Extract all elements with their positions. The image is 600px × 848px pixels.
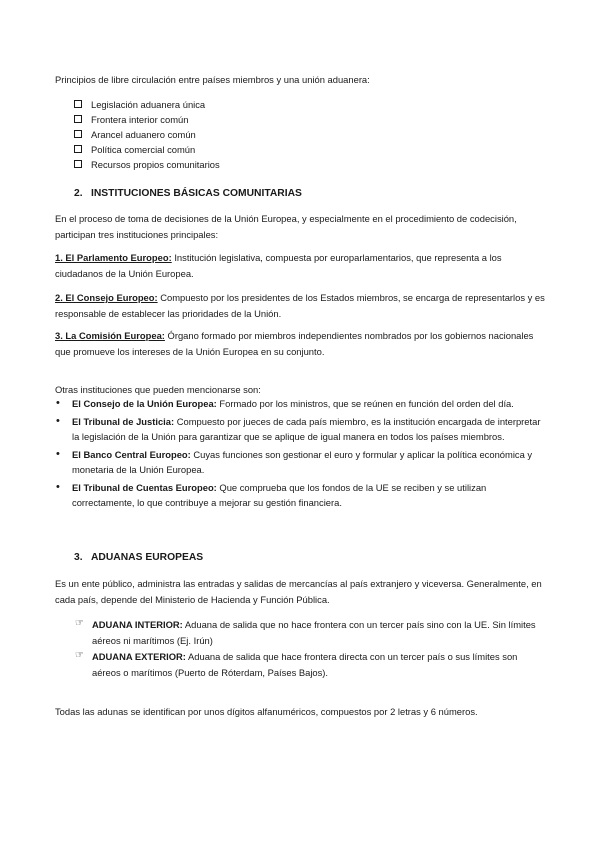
bullet-icon: •: [56, 447, 60, 460]
pointing-hand-icon: ☞: [75, 618, 84, 629]
list-item: ☞ ADUANA EXTERIOR: Aduana de salida que hace frontera directa con un tercer país o sus límites son aéreos o marítimos (Puerto de Róterdam, Países Bajos).: [75, 650, 518, 678]
section-3-intro: Es un ente público, administra las entradas y salidas de mercancías al país extranjero y viceversa. Generalmente, en cada país, depende del Ministerio de Hacienda y Función Pública.: [55, 578, 542, 605]
checkbox-icon: [74, 145, 82, 153]
section-2-intro: En el proceso de toma de decisiones de la Unión Europea, y especialmente en el procedimiento de codecisión, participan tres instituciones principales:: [55, 213, 517, 240]
checkbox-icon: [74, 100, 82, 108]
institution-consejo: 2. El Consejo Europeo: Compuesto por los presidentes de los Estados miembros, se encarga de representarlos y es responsable de establecer las prioridades de la Unión.: [55, 292, 545, 319]
closing-paragraph: Todas las adunas se identifican por unos dígitos alfanuméricos, compuestos por 2 letras y 6 números.: [55, 706, 478, 717]
list-item: Política comercial común: [74, 142, 220, 157]
customs-types-list: [75, 617, 545, 681]
other-institutions-intro: Otras instituciones que pueden mencionarse son:: [55, 384, 261, 395]
intro-line: Principios de libre circulación entre países miembros y una unión aduanera:: [55, 74, 370, 85]
bullet-icon: •: [56, 397, 60, 409]
checkbox-icon: [74, 160, 82, 168]
section-3-heading: 3. ADUANAS EUROPEAS: [74, 552, 204, 563]
pointing-hand-icon: ☞: [75, 650, 84, 661]
checkbox-icon: [74, 130, 82, 138]
list-item: • El Tribunal de Justicia: Compuesto por jueces de cada país miembro, es la institución encargada de interpretar la legislación de la Unión para garantizar que se aplique de igual manera en todos los países miembros.: [56, 414, 541, 442]
bullet-icon: •: [56, 480, 60, 493]
checkbox-icon: [74, 115, 82, 123]
list-item: • El Banco Central Europeo: Cuyas funciones son gestionar el euro y formular y aplicar la política económica y monetaria de la Unión Europea.: [56, 447, 533, 475]
list-item: Recursos propios comunitarios: [74, 157, 220, 172]
section-2-heading: 2. INSTITUCIONES BÁSICAS COMUNITARIAS: [74, 188, 302, 199]
list-item: • El Consejo de la Unión Europea: Formado por los ministros, que se reúnen en función del orden del día.: [55, 396, 545, 412]
list-item: ☞ ADUANA INTERIOR: Aduana de salida que no hace frontera con un tercer país sino con la UE. Sin límites aéreos ni marítimos (Ej. Irún): [75, 618, 536, 646]
list-item: Frontera interior común: [74, 112, 220, 127]
list-item: Legislación aduanera única: [74, 97, 220, 112]
bullet-icon: •: [56, 414, 60, 427]
institution-comision: 3. La Comisión Europea: Órgano formado por miembros independientes nombrados por los gobiernos nacionales que promueve los intereses de la Unión Europea en su conjunto.: [55, 330, 534, 357]
list-item: Arancel aduanero común: [74, 127, 220, 142]
other-institutions-list: [55, 396, 545, 513]
institution-parlamento: 1. El Parlamento Europeo: Institución legislativa, compuesta por europarlamentarios, que representa a los ciudadanos de la Unión Europea.: [55, 252, 502, 279]
principles-checklist: [74, 97, 220, 172]
list-item: • El Tribunal de Cuentas Europeo: Que comprueba que los fondos de la UE se reciben y se utilizan correctamente, lo que contribuye a mejorar su gestión financiera.: [56, 480, 487, 508]
